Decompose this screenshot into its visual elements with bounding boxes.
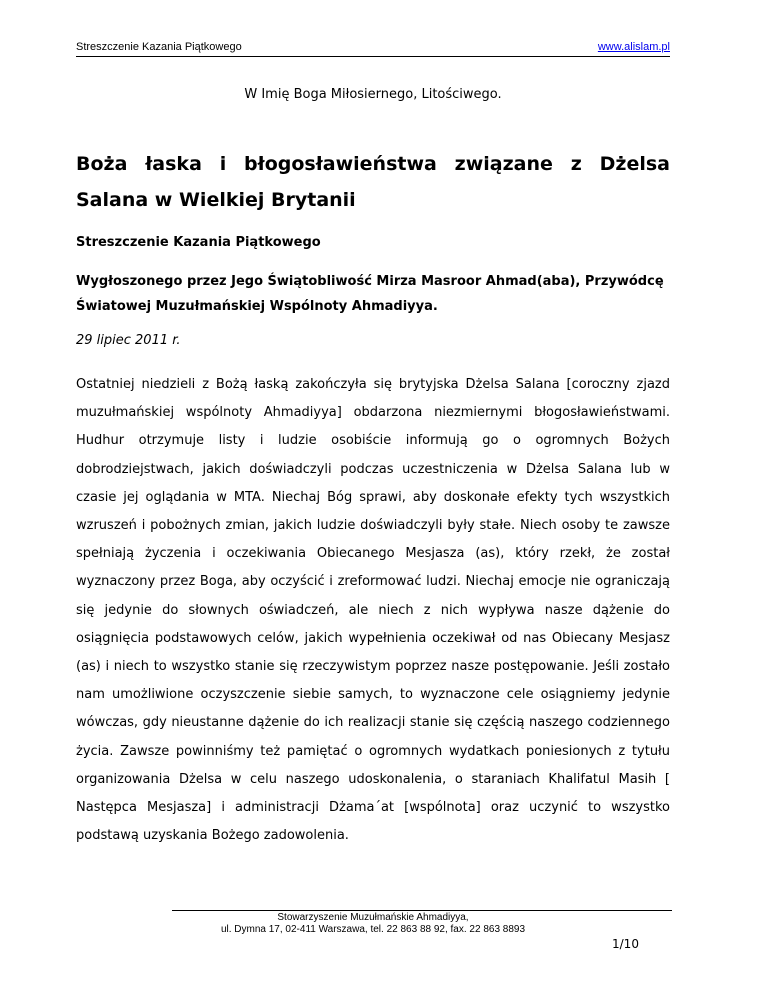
document-title: Boża łaska i błogosławieństwa związane z Dżelsa Salana w Wielkiej Brytanii — [76, 153, 670, 211]
footer-address: ul. Dymna 17, 02-411 Warszawa, tel. 22 863 88 92, fax. 22 863 8893 — [220, 924, 526, 935]
footer-organization: Stowarzyszenie Muzułmańskie Ahmadiyya, — [277, 912, 469, 923]
footer-divider — [172, 910, 672, 911]
invocation: W Imię Boga Miłosiernego, Litościwego. — [244, 87, 502, 102]
website-link[interactable]: www.alislam.pl — [597, 41, 670, 53]
document-body — [76, 84, 670, 863]
page-header — [76, 36, 670, 57]
body-paragraph: Ostatniej niedzieli z Bożą łaską zakończyła się brytyjska Dżelsa Salana [coroczny zjazd muzułmańskiej wspólnoty Ahmadiyya] obdarzona niezmiernymi błogosławieństwami. Hudhur otrzymuje listy i ludzie osobiście informują go o ogromnych Bożych dobrodziejstwach, jakich doświadczyli podczas uczestniczenia w Dżelsa Salana lub w czasie jej oglądania w MTA. Niechaj Bóg sprawi, aby doskonałe efekty tych wszystkich wzruszeń i pobożnych zmian, jakich ludzie doświadczyli były stałe. Niech osoby te zawsze spełniają życzenia i oczekiwania Obiecanego Mesjasza (as), który rzekł, że został wyznaczony przez Boga, aby oczyścić i zreformować ludzi. Niechaj emocje nie ograniczają się jedynie do słownych oświadczeń, ale niech z nich wypływa nasze dążenie do osiągnięcia podstawowych celów, jakich wypełnienia oczekiwał od nas Obiecany Mesjasz (as) i niech to wszystko stanie się rzeczywistym poprzez nasze postępowanie. Jeśli zostało nam umożliwione oczyszczenie siebie samych, to wyznaczone cele osiągniemy jedynie wówczas, gdy nieustanne dążenie do ich realizacji stanie się częścią naszego codziennego życia. Zawsze powinniśmy też pamiętać o ogromnych wydatkach poniesionych z tytułu organizowania Dżelsa w celu naszego udoskonalenia, o staraniach Khalifatul Masih [ Następca Mesjasza] i administracji Dżama´at [wspólnota] oraz uczynić to wszystko podstawą uzyskania Bożego zadowolenia. — [76, 377, 670, 844]
header-title: Streszczenie Kazania Piątkowego — [76, 41, 242, 53]
document-subtitle: Streszczenie Kazania Piątkowego — [76, 235, 321, 250]
sermon-date: 29 lipiec 2011 r. — [76, 333, 181, 348]
page-number: 1/10 — [612, 937, 639, 951]
page-footer — [100, 912, 646, 936]
speaker-line: Wygłoszonego przez Jego Świątobliwość Mirza Masroor Ahmad(aba), Przywódcę Światowej Muzułmańskiej Wspólnoty Ahmadiyya. — [76, 274, 664, 314]
